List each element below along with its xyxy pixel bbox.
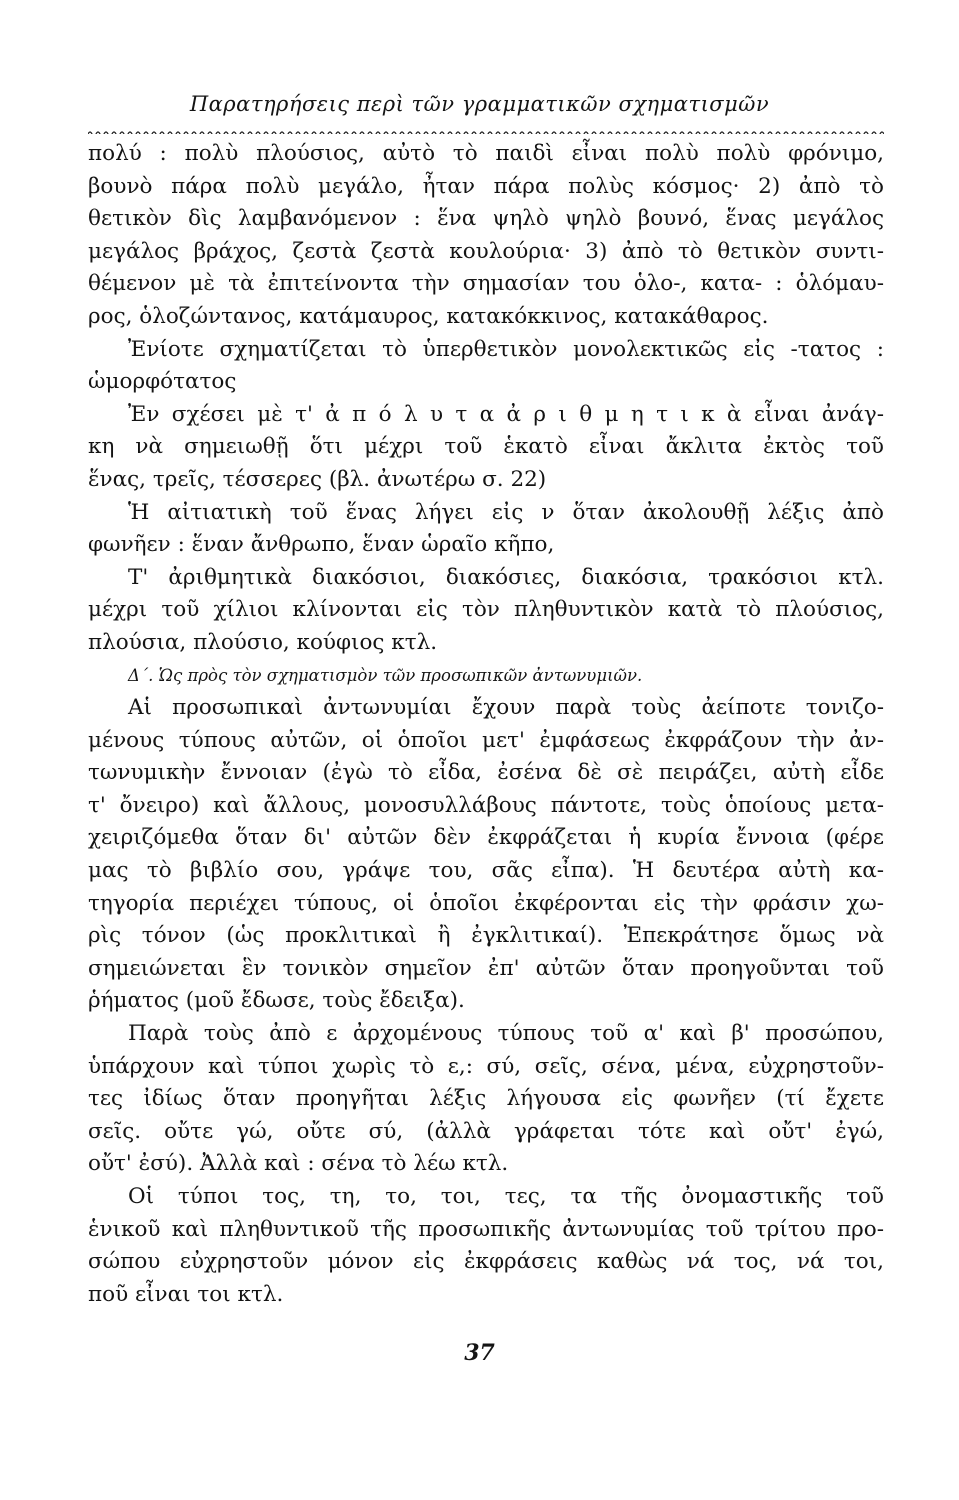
text-line: ῥήματος (μοῦ ἔδωσε, τοὺς ἔδειξα). [88, 988, 465, 1014]
text-line: σώπου εὐχρηστοῦν μόνον εἰς ἐκφράσεις καθὼς νά τος, νά τοι, [88, 1249, 884, 1275]
text-line: Παρὰ τοὺς ἀπὸ ε ἀρχομένους τύπους τοῦ α' καὶ β' προσώπου, [128, 1021, 884, 1047]
wavy-rule [88, 124, 884, 134]
text-line: φωνῆεν : ἕναν ἄνθρωπο, ἕναν ὡραῖο κῆπο, [88, 532, 555, 558]
text-line: μένους τύπους αὐτῶν, οἱ ὁποῖοι μετ' ἐμφάσεως ἐκφράζουν τὴν ἀν- [88, 727, 884, 753]
text-line: οὔτ' ἐσύ). Ἀλλὰ καὶ : σένα τὸ λέω κτλ. [88, 1151, 509, 1177]
text-line: βουνὸ πάρα πολὺ μεγάλο, ἦταν πάρα πολὺς κόσμος· 2) ἀπὸ τὸ [88, 173, 884, 199]
text-line: πλούσια, πλούσιο, κούφιος κτλ. [88, 629, 438, 655]
wavy-rule-svg [88, 129, 884, 134]
running-header: Παρατηρήσεις περὶ τῶν γραμματικῶν σχηματισμῶν [189, 92, 770, 116]
text-line: τηγορία περιέχει τύπους, οἱ ὁποῖοι ἐκφέρονται εἰς τὴν φράσιν χω- [88, 890, 884, 916]
text-line: σεῖς. οὔτε γώ, οὔτε σύ, (ἀλλὰ γράφεται τότε καὶ οὔτ' ἐγώ, [88, 1118, 884, 1144]
text-line: ρὶς τόνον (ὡς προκλιτικαὶ ἢ ἐγκλιτικαί). Ἐπεκράτησε ὅμως νὰ [88, 923, 884, 949]
text-line: τες ἰδίως ὅταν προηγῆται λέξις λήγουσα εἰς φωνῆεν (τί ἔχετε [88, 1086, 884, 1112]
page-number: 37 [464, 1340, 495, 1366]
text-line: ὡμορφότατος [88, 369, 237, 395]
text-line: χειριζόμεθα ὅταν δι' αὐτῶν δὲν ἐκφράζεται ἡ κυρία ἔννοια (φέρε [88, 825, 884, 851]
text-line: ποῦ εἶναι τοι κτλ. [88, 1281, 284, 1307]
text-line: Οἱ τύποι τος, τη, το, τοι, τες, τα τῆς ὀνομαστικῆς τοῦ [128, 1184, 884, 1209]
text-line: μεγάλος βράχος, ζεστὰ ζεστὰ κουλούρια· 3) ἀπὸ τὸ θετικὸν συντι- [88, 238, 884, 264]
text-line: Ἐν σχέσει μὲ τ' ἀ π ό λ υ τ α ἀ ρ ι θ μ η τ ι κ ὰ εἶναι ἀνάγ- [128, 401, 884, 427]
text-line: Τ' ἀριθμητικὰ διακόσιοι, διακόσιες, διακόσια, τρακόσιοι κτλ. [128, 564, 884, 590]
text-line: ἕνας, τρεῖς, τέσσερες (βλ. ἀνωτέρω σ. 22) [88, 466, 547, 492]
section-heading: Δ΄. Ὡς πρὸς τὸν σχηματισμὸν τῶν προσωπικῶν ἀντωνυμιῶν. [128, 665, 643, 685]
text-line: ὑπάρχουν καὶ τύποι χωρὶς τὸ ε,: σύ, σεῖς, σένα, μένα, εὐχρηστοῦν- [88, 1053, 884, 1079]
page-body [88, 138, 884, 1311]
text-line: τωνυμικὴν ἔννοιαν (ἐγὼ τὸ εἶδα, ἐσένα δὲ σὲ πειράζει, αὐτὴ εἶδε [88, 760, 884, 786]
text-line: κη νὰ σημειωθῇ ὅτι μέχρι τοῦ ἑκατὸ εἶναι ἄκλιτα ἐκτὸς τοῦ [88, 434, 884, 460]
text-line: ρος, ὁλοζώντανος, κατάμαυρος, κατακόκκινος, κατακάθαρος. [88, 303, 769, 329]
text-line: μέχρι τοῦ χίλιοι κλίνονται εἰς τὸν πληθυντικὸν κατὰ τὸ πλούσιος, [88, 597, 884, 623]
text-line: Ἐνίοτε σχηματίζεται τὸ ὑπερθετικὸν μονολεκτικῶς εἰς -τατος : [128, 336, 884, 362]
text-line: θετικὸν δὶς λαμβανόμενον : ἕνα ψηλὸ ψηλὸ βουνό, ἕνας μεγάλος [88, 206, 884, 232]
text-line: τ' ὄνειρο) καὶ ἄλλους, μονοσυλλάβους πάντοτε, τοὺς ὁποίους μετα- [88, 792, 884, 818]
text-line: σημειώνεται ἓν τονικὸν σημεῖον ἐπ' αὐτῶν ὅταν προηγοῦνται τοῦ [88, 955, 884, 981]
text-line: ἑνικοῦ καὶ πληθυντικοῦ τῆς προσωπικῆς ἀντωνυμίας τοῦ τρίτου προ- [88, 1216, 884, 1242]
text-line: Αἱ προσωπικαὶ ἀντωνυμίαι ἔχουν παρὰ τοὺς ἀείποτε τονιζο- [128, 695, 884, 721]
text-line: θέμενον μὲ τὰ ἐπιτείνοντα τὴν σημασίαν του ὁλο-, κατα- : ὁλόμαυ- [88, 271, 884, 297]
text-line: μας τὸ βιβλίο σου, γράψε του, σᾶς εἶπα). Ἡ δευτέρα αὐτὴ κα- [88, 858, 884, 884]
text-line: Ἡ αἰτιατικὴ τοῦ ἕνας λήγει εἰς ν ὅταν ἀκολουθῇ λέξις ἀπὸ [128, 499, 884, 525]
text-line: πολύ : πολὺ πλούσιος, αὐτὸ τὸ παιδὶ εἶναι πολὺ πολὺ φρόνιμο, [88, 141, 884, 166]
